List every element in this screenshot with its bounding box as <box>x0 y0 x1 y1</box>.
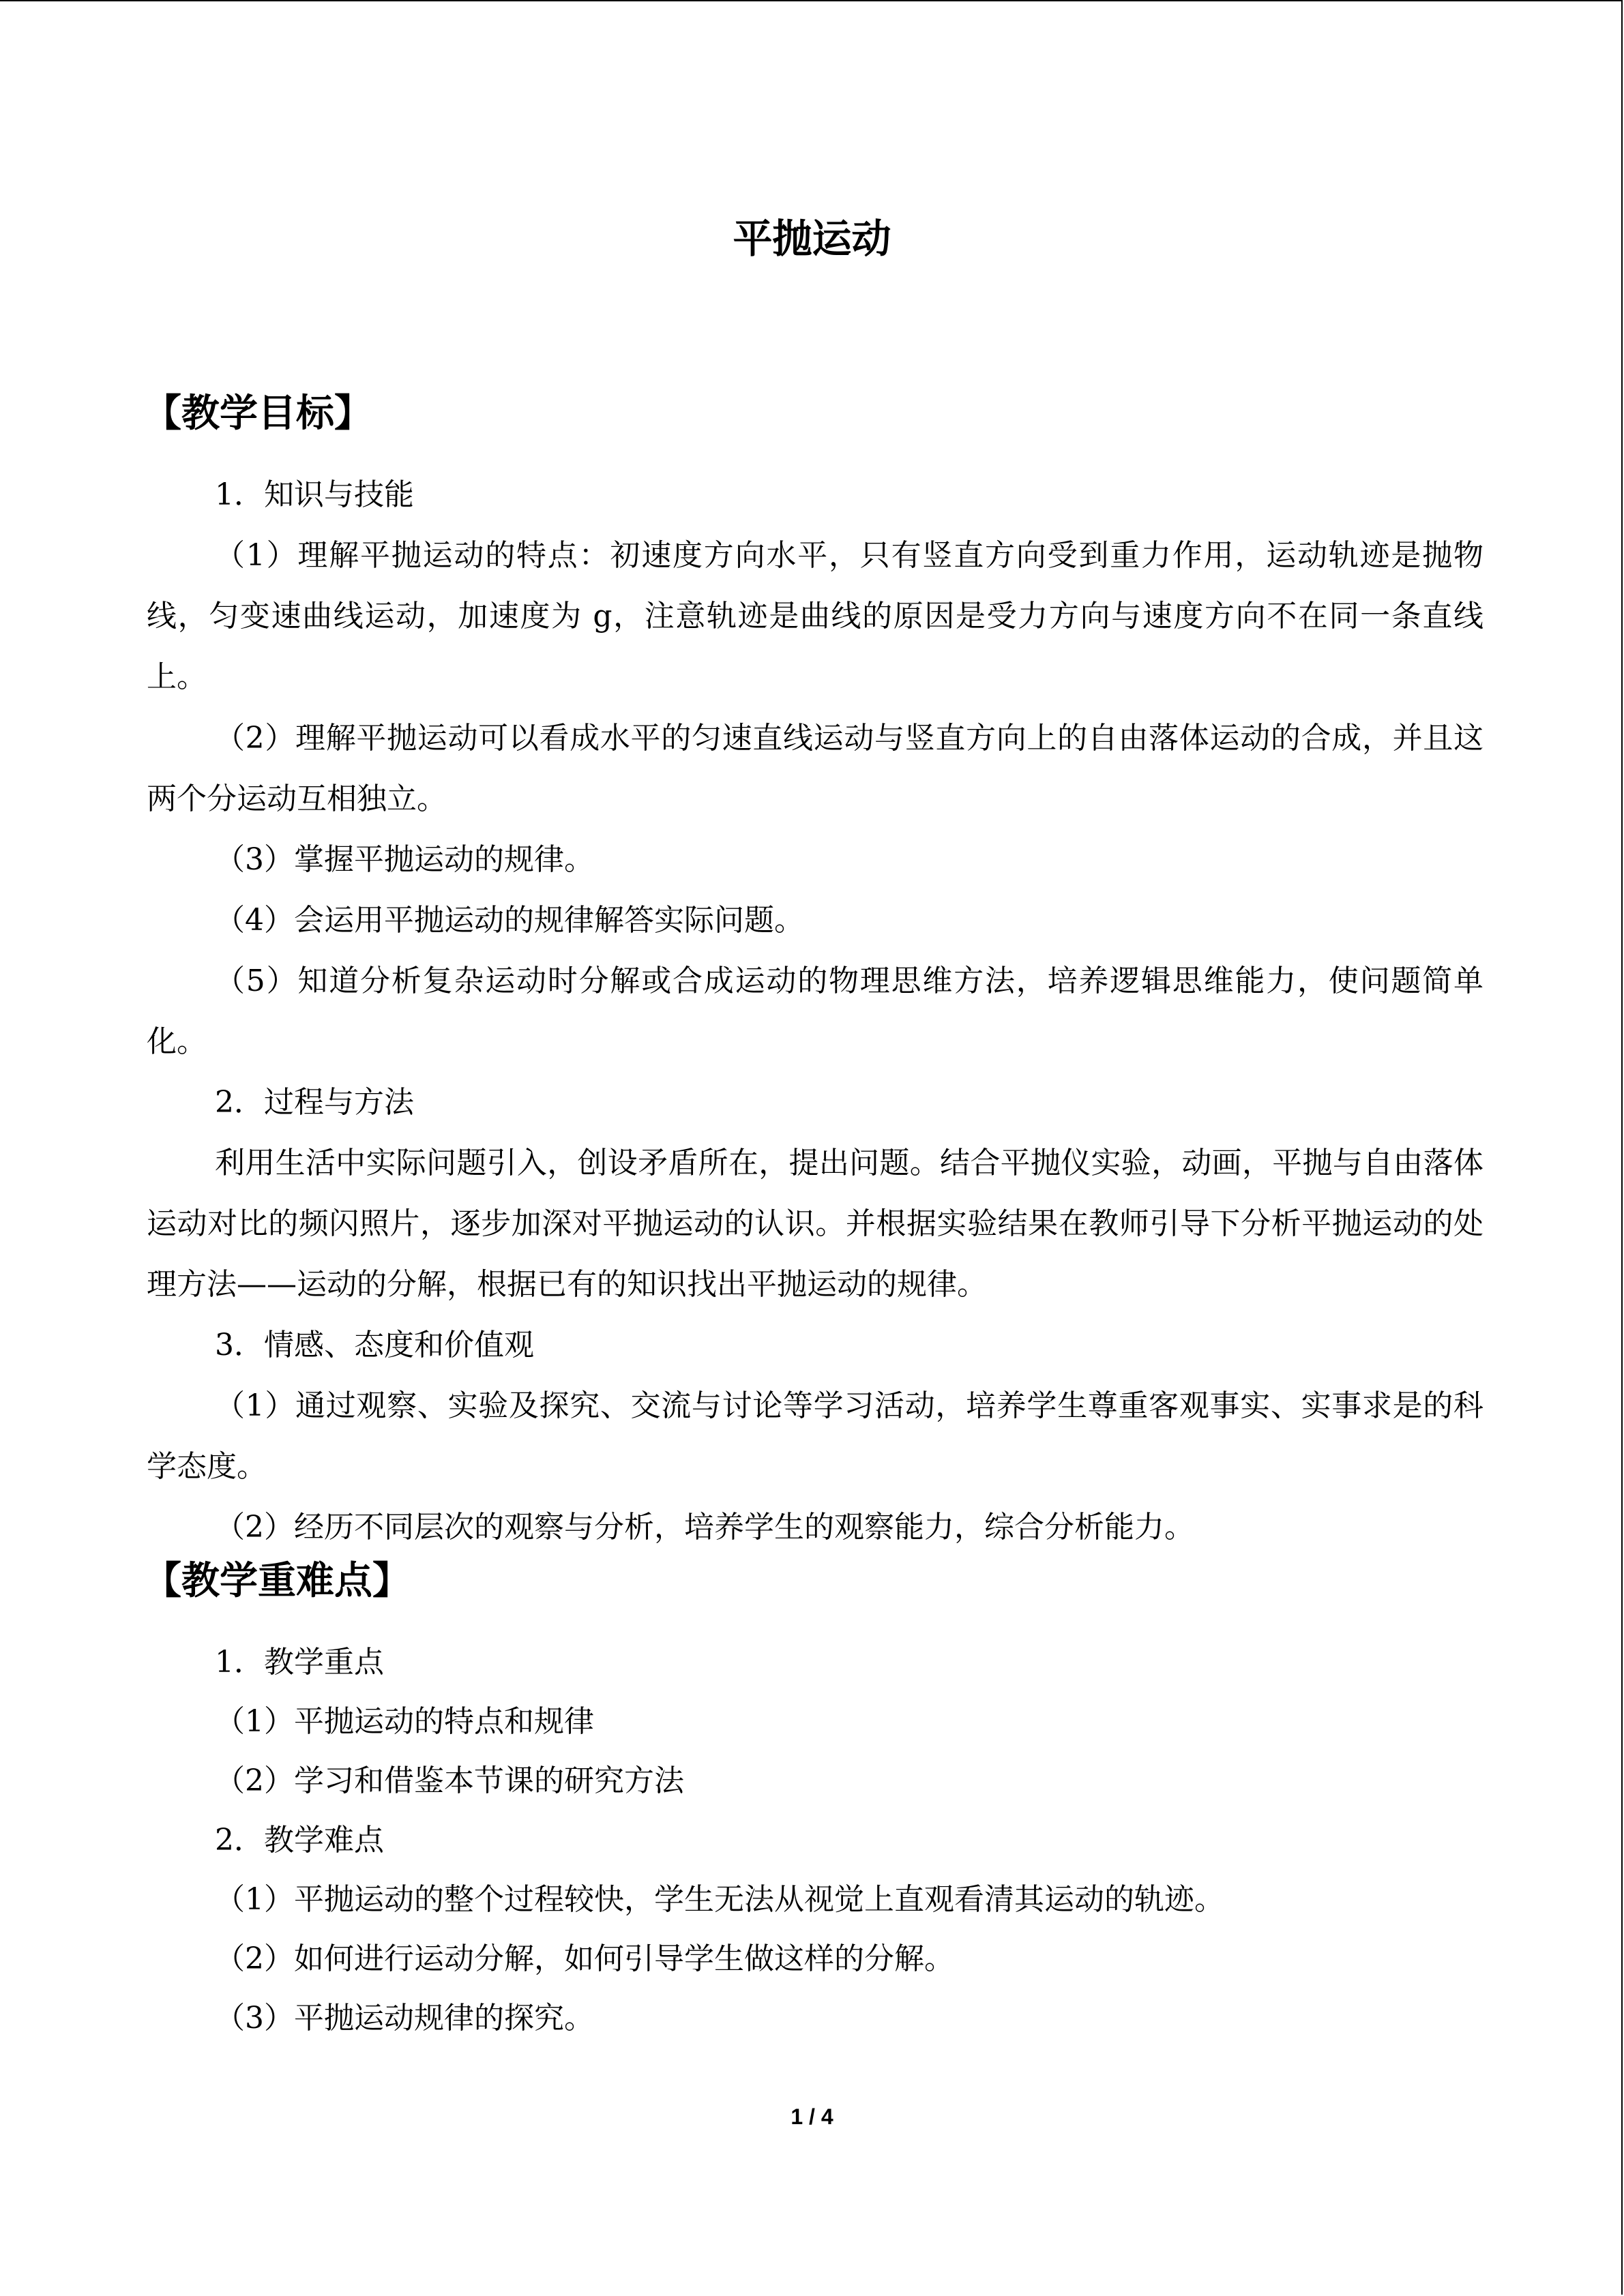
subsection-label-focus: 1．教学重点 <box>215 1645 384 1680</box>
process-paragraph: 利用生活中实际问题引入，创设矛盾所在，提出问题。结合平抛仪实验，动画，平抛与自由落体运动对比的频闪照片，逐步加深对平抛运动的认识。并根据实验结果在教师引导下分析平抛运动的处理方法——运动的分解，根据已有的知识找出平抛运动的规律。 <box>147 1146 1483 1302</box>
values-item-2: （2）经历不同层次的观察与分析，培养学生的观察能力，综合分析能力。 <box>215 1510 1194 1545</box>
values-item-1: （1）通过观察、实验及探究、交流与讨论等学习活动，培养学生尊重客观事实、实事求是的科学态度。 <box>147 1388 1483 1484</box>
subsection-label-process: 2．过程与方法 <box>215 1085 414 1120</box>
section-heading-key-points: 【教学重难点】 <box>143 1559 411 1603</box>
difficulty-item-1: （1）平抛运动的整个过程较快，学生无法从视觉上直观看清其运动的轨迹。 <box>215 1882 1224 1917</box>
objective-item-2: （2）理解平抛运动可以看成水平的匀速直线运动与竖直方向上的自由落体运动的合成，并且这两个分运动互相独立。 <box>147 721 1483 816</box>
objective-item-5: （5）知道分析复杂运动时分解或合成运动的物理思维方法，培养逻辑思维能力，使问题简单化。 <box>147 964 1483 1059</box>
page-title: 平抛运动 <box>733 215 891 262</box>
focus-item-2: （2）学习和借鉴本节课的研究方法 <box>215 1763 684 1798</box>
difficulty-item-3: （3）平抛运动规律的探究。 <box>215 2001 594 2036</box>
subsection-label-knowledge: 1．知识与技能 <box>215 477 414 512</box>
objective-item-4: （4）会运用平抛运动的规律解答实际问题。 <box>215 903 804 938</box>
subsection-label-difficulty: 2．教学难点 <box>215 1823 384 1858</box>
section-heading-objectives: 【教学目标】 <box>143 391 372 436</box>
focus-item-1: （1）平抛运动的特点和规律 <box>215 1704 594 1739</box>
page-number: 1 / 4 <box>791 2104 833 2129</box>
objective-item-3: （3）掌握平抛运动的规律。 <box>215 842 594 877</box>
difficulty-item-2: （2）如何进行运动分解，如何引导学生做这样的分解。 <box>215 1941 954 1976</box>
subsection-label-values: 3．情感、态度和价值观 <box>215 1328 534 1362</box>
objective-item-1: （1）理解平抛运动的特点：初速度方向水平，只有竖直方向受到重力作用，运动轨迹是抛物线，匀变速曲线运动，加速度为 g，注意轨迹是曲线的原因是受力方向与速度方向不在同一条直线上。 <box>147 538 1483 694</box>
